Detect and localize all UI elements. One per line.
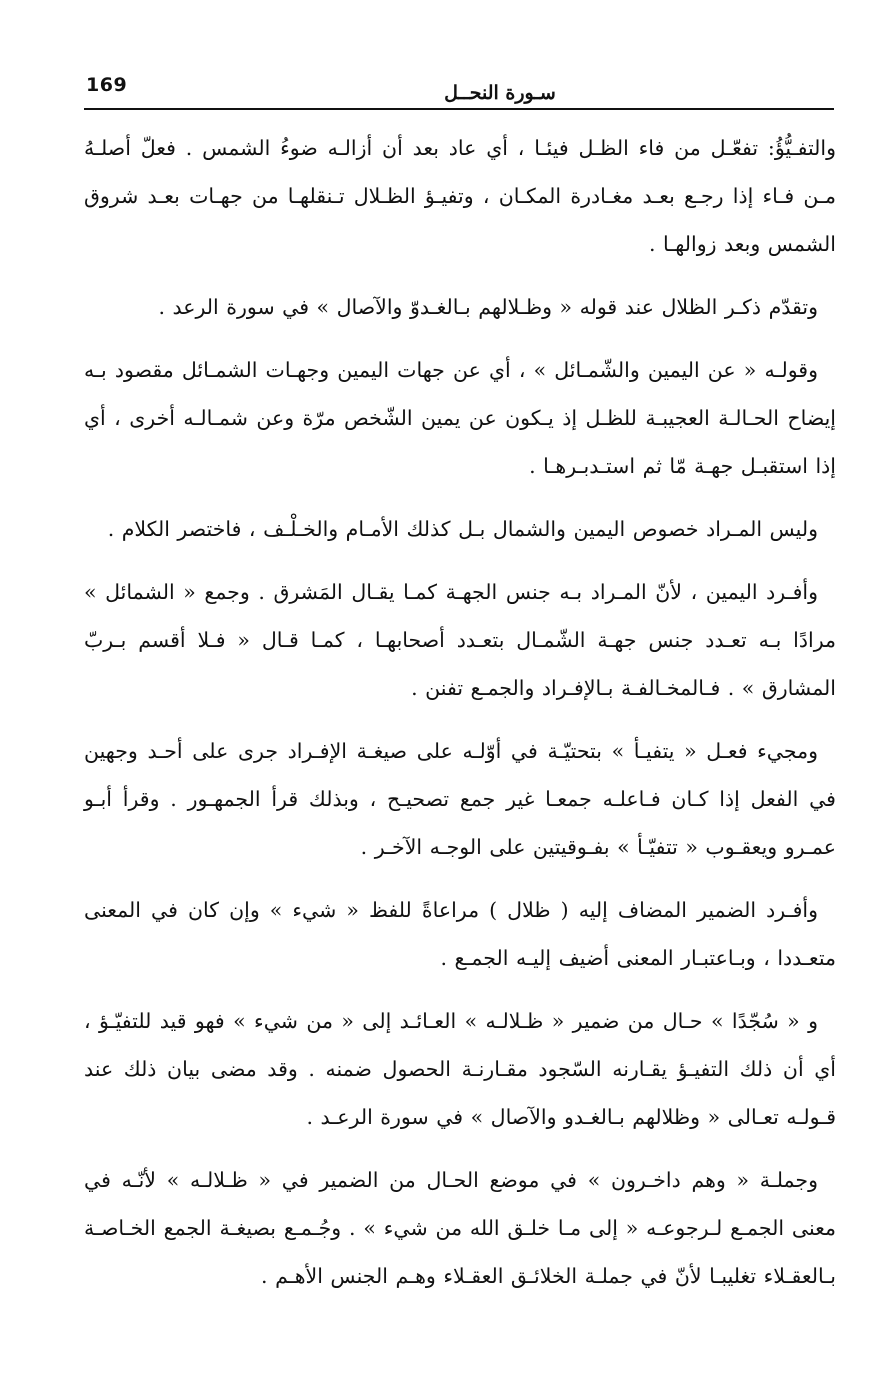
running-title: سـورة النحــل <box>444 82 556 104</box>
paragraph: و « سُجّدًا » حـال من ضمير « ظـلالـه » العـائـد إلى « من شيء » فهو قيد للتفيّـؤ ، أي أن ذلك التفيـؤ يقـارنه السّجود مقـارنـة الحصول ضمنه . وقد مضى بيان ذلك عند قـولـه تعـالى « وظلالهم بـالغـدو والآصال » في سورة الرعـد . <box>84 1009 836 1129</box>
paragraph: ومجيء فعـل « يتفيـأ » بتحتيّـة في أوّلـه على صيغـة الإفـراد جرى على أحـد وجهين في الفعل إذا كـان فـاعلـه جمعـا غير جمع تصحيـح ، وبذلك قرأ الجمهـور . وقرأ أبـو عمـرو ويعقـوب « تتفيّـأ » بفـوقيتين على الوجـه الآخـر . <box>84 739 836 859</box>
paragraph: وأفـرد الضمير المضاف إليه ( ظلال ) مراعاةً للفظ « شيء » وإن كان في المعنى متعـددا ، وبـاعتبـار المعنى أضيف إليـه الجمـع . <box>84 898 836 970</box>
paragraph: والتفـيُّؤُ: تفعّـل من فاء الظـل فيئـا ، أي عاد بعد أن أزالـه ضوءُ الشمس . فعلّ أصلـهُ مـن فـاء إذا رجـع بعـد مغـادرة المكـان ، وتفيـؤ الظـلال تـنقلهـا من جهـات بعـد شروق الشمس وبعد زوالهـا . <box>84 136 836 256</box>
paragraph: وقولـه « عن اليمين والشّمـائل » ، أي عن جهات اليمين وجهـات الشمـائل مقصود بـه إيضاح الحـالـة العجيبـة للظـل إذ يـكون عن يمين الشّخص مرّة وعن شمـالـه أخرى ، أي إذا استقبـل جهـة مّا ثم استـدبـرهـا . <box>84 358 836 478</box>
paragraph: وأفـرد اليمين ، لأنّ المـراد بـه جنس الجهـة كمـا يقـال المَشرق . وجمع « الشمائل » مرادًا بـه تعـدد جنس جهـة الشّمـال بتعـدد أصحابهـا ، كمـا قـال « فـلا أقسم بـربّ المشارق » . فـالمخـالفـة بـالإفـراد والجمـع تفنن . <box>84 580 836 700</box>
page-number: 169 <box>86 74 128 96</box>
body-text <box>84 124 836 1315</box>
header-rule <box>84 108 834 110</box>
paragraph: وجملـة « وهم داخـرون » في موضع الحـال من الضمير في « ظـلالـه » لأنّـه في معنى الجمـع لـرجوعـه « إلى مـا خلـق الله من شيء » . وجُـمـع بصيغـة الجمع الخـاصـة بـالعقـلاء تغليبـا لأنّ في جملـة الخلائـق العقـلاء وهـم الجنس الأهـم . <box>84 1168 836 1288</box>
paragraph: وليس المـراد خصوص اليمين والشمال بـل كذلك الأمـام والخـلْـف ، فاختصر الكلام . <box>107 517 818 541</box>
paragraph: وتقدّم ذكـر الظلال عند قوله « وظـلالهم بـالغـدوّ والآصال » في سورة الرعد . <box>158 295 818 319</box>
